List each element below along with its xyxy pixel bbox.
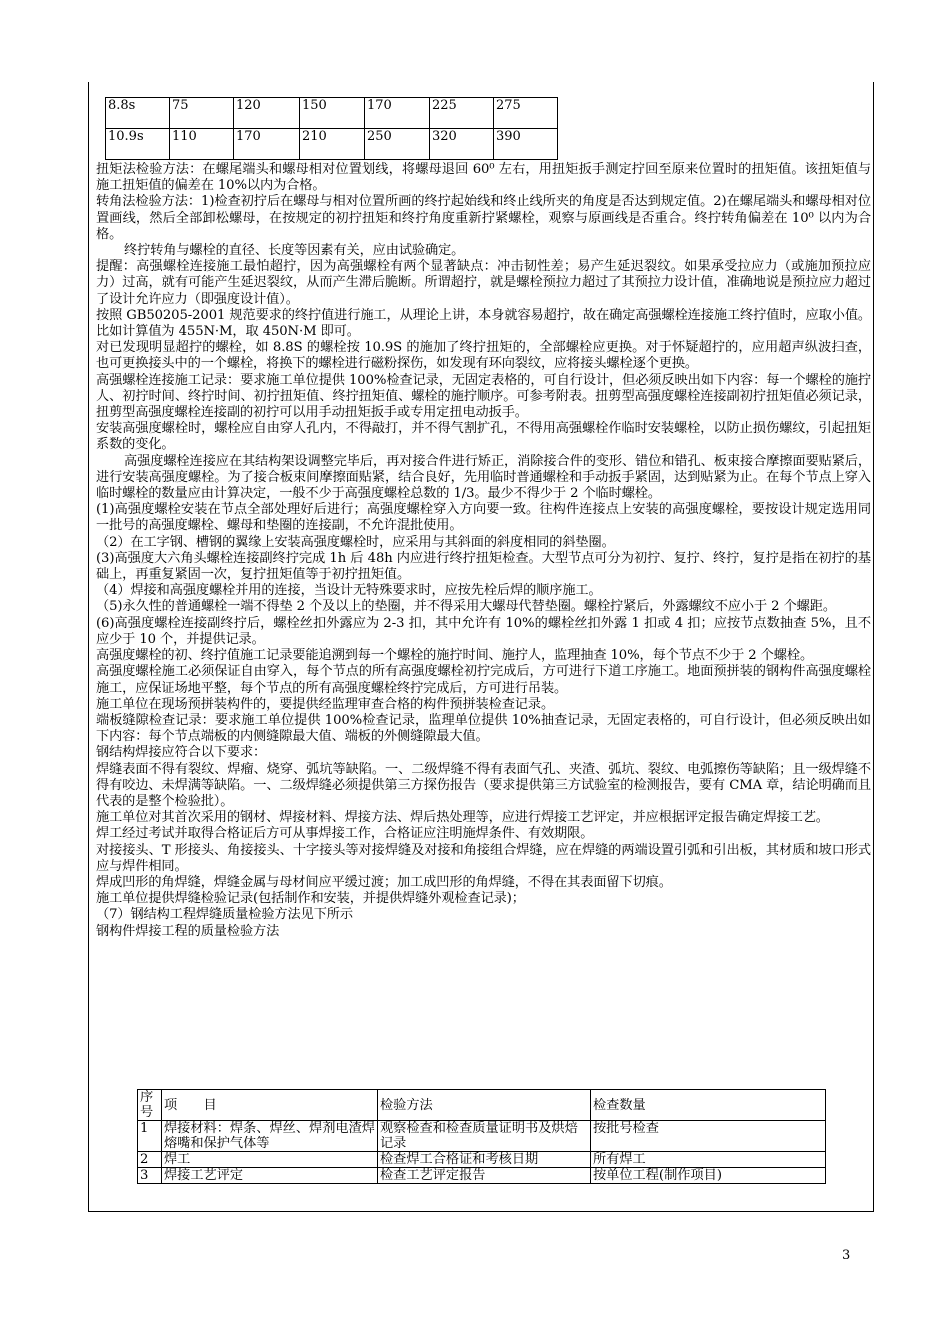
table-header-cell: 项 目 — [162, 1090, 378, 1121]
paragraph: 对接接头、T 形接头、角接接头、十字接头等对接焊缝及对接和角接组合焊缝，应在焊缝的两端设置引弧和引出板，其材质和坡口形式应与焊件相同。 — [96, 842, 871, 874]
table-cell: 按批号检查 — [591, 1121, 826, 1152]
paragraph: （7）钢结构工程焊缝质量检验方法见下所示 — [96, 907, 353, 923]
paragraph: 高强度螺栓施工必须保证自由穿入，每个节点的所有高强度螺栓初拧完成后，方可进行下道工序施工。地面预拼装的钢构件高强度螺栓施工，应保证场地平整，每个节点的所有高强度螺栓终拧完成后，方可进行吊装。 — [96, 664, 871, 696]
table-cell: 320 — [430, 129, 494, 160]
table-cell: 所有焊工 — [591, 1152, 826, 1168]
table-cell: 75 — [170, 98, 234, 129]
table-cell: 10.9s — [106, 129, 170, 160]
table-row — [138, 1168, 826, 1184]
table-cell: 250 — [365, 129, 430, 160]
paragraph: (6)高强度螺栓连接副终拧后，螺栓丝扣外露应为 2-3 扣，其中允许有 10%的螺栓丝扣外露 1 扣或 4 扣；应按节点数抽查 5%，且不应少于 10 个，并提供记录。 — [96, 615, 871, 647]
table-cell: 150 — [300, 98, 365, 129]
table-row — [106, 129, 558, 160]
table-cell: 观察检查和检查质量证明书及烘焙记录 — [378, 1121, 591, 1152]
paragraph: 对已发现明显超拧的螺栓，如 8.8S 的螺栓按 10.9S 的施加了终拧扭矩的，全部螺栓应更换。对于怀疑超拧的，应用超声纵波扫查，也可更换接头中的一个螺栓，将换下的螺栓进行磁粉探伤，如发现有环向裂纹，应将接头螺栓逐个更换。 — [96, 340, 871, 372]
table-header-row — [138, 1090, 826, 1121]
table-cell: 焊接材料：焊条、焊丝、焊剂电渣焊熔嘴和保护气体等 — [162, 1121, 378, 1152]
table-cell: 120 — [234, 98, 300, 129]
table-cell: 按单位工程(制作项目) — [591, 1168, 826, 1184]
paragraph: 施工单位在现场预拼装构件的，要提供经监理审查合格的构件预拼装检查记录。 — [96, 696, 555, 712]
paragraph: 钢结构焊接应符合以下要求： — [96, 745, 267, 761]
paragraph: 焊缝表面不得有裂纹、焊瘤、烧穿、弧坑等缺陷。一、二级焊缝不得有表面气孔、夹渣、弧坑、裂纹、电弧擦伤等缺陷；且一级焊缝不得有咬边、未焊满等缺陷。一、二级焊缝必须提供第三方探伤报告（要求提供第三方试验室的检测报告，要有 CMA 章，结论明确而且代表的是整个检验批）。 — [96, 761, 871, 809]
paragraph: 焊成凹形的角焊缝，焊缝金属与母材间应平缓过渡；加工成凹形的角焊缝，不得在其表面留下切痕。 — [96, 874, 672, 890]
paragraph: 高强度螺栓连接应在其结构架设调整完毕后，再对接合件进行矫正，消除接合件的变形、错位和错孔、板束接合摩擦面要贴紧后，进行安装高强度螺栓。为了接合板束间摩擦面贴紧，结合良好，先用临时普通螺栓和手动扳手紧固，达到贴紧为止。在每个节点上穿入临时螺栓的数量应由计算决定，一般不少于高强度螺栓总数的 1/3。最少不得少于 2 个临时螺栓。 — [96, 453, 871, 502]
table-cell: 225 — [430, 98, 494, 129]
table-cell: 检查焊工合格证和考核日期 — [378, 1152, 591, 1168]
table-cell: 焊接工艺评定 — [162, 1168, 378, 1184]
paragraph: (3)高强度大六角头螺栓连接副终拧完成 1h 后 48h 内应进行终拧扭矩检查。大型节点可分为初拧、复拧、终拧，复拧是指在初拧的基础上，再重复紧固一次，复拧扭矩值等于初拧扭矩值。 — [96, 550, 871, 583]
table-cell: 2 — [138, 1152, 162, 1168]
page-number: 3 — [842, 1248, 851, 1263]
paragraph: 高强度螺栓的初、终拧值施工记录要能追溯到每一个螺栓的施拧时间、施拧人，监理抽查 10%，每个节点不少于 2 个螺栓。 — [96, 648, 814, 664]
paragraph: 高强螺栓连接施工记录：要求施工单位提供 100%检查记录，无固定表格的，可自行设计，但必须反映出如下内容：每一个螺栓的施拧人、初拧时间、终拧时间、初拧扭矩值、终拧扭矩值、螺栓的施拧顺序。可参考附表。扭剪型高强度螺栓连接副初拧扭矩值必须记录，扭剪型高强度螺栓连接副的初拧可以用手动扭矩扳手或专用定扭电动扳手。 — [96, 372, 871, 421]
table-cell: 检查工艺评定报告 — [378, 1168, 591, 1184]
table-cell: 210 — [300, 129, 365, 160]
table-cell: 3 — [138, 1168, 162, 1184]
table-cell: 110 — [170, 129, 234, 160]
paragraph: 端板缝隙检查记录：要求施工单位提供 100%检查记录，监理单位提供 10%抽查记录，无固定表格的，可自行设计，但必须反映出如下内容：每个节点端板的内侧缝隙最大值、端板的外侧缝隙最大值。 — [96, 712, 871, 745]
torque-value-table — [105, 97, 558, 160]
paragraph: 安装高强度螺栓时，螺栓应自由穿人孔内，不得敲打，并不得气割扩孔，不得用高强螺栓作临时安装螺栓，以防止损伤螺纹，引起扭矩系数的变化。 — [96, 421, 871, 453]
table-header-cell: 检验方法 — [378, 1090, 591, 1121]
paragraph: 转角法检验方法：1)检查初拧后在螺母与相对位置所画的终拧起始线和终止线所夹的角度是否达到规定值。2)在螺尾端头和螺母相对位置画线，然后全部卸松螺母，在按规定的初拧扭矩和终拧角度重新拧紧螺栓，观察与原画线是否重合。终拧转角偏差在 10⁰ 以内为合格。 — [96, 194, 871, 242]
table-cell: 170 — [234, 129, 300, 160]
table-cell: 170 — [365, 98, 430, 129]
table-row — [138, 1152, 826, 1168]
paragraph: 终拧转角与螺栓的直径、长度等因素有关，应由试验确定。 — [124, 243, 465, 259]
paragraph: 施工单位对其首次采用的钢材、焊接材料、焊接方法、焊后热处理等，应进行焊接工艺评定，并应根据评定报告确定焊接工艺。 — [96, 810, 829, 826]
paragraph: 焊工经过考试并取得合格证后方可从事焊接工作，合格证应注明施焊条件、有效期限。 — [96, 826, 594, 842]
table-header-cell: 检查数量 — [591, 1090, 826, 1121]
table-cell: 275 — [494, 98, 558, 129]
table-cell: 1 — [138, 1121, 162, 1152]
paragraph: 扭矩法检验方法：在螺尾端头和螺母相对位置划线，将螺母退回 60⁰ 左右，用扭矩扳手测定拧回至原来位置时的扭矩值。该扭矩值与施工扭矩值的偏差在 10%以内为合格。 — [96, 162, 871, 194]
paragraph: (1)高强度螺栓安装在节点全部处理好后进行；高强度螺栓穿入方向要一致。往构件连接点上安装的高强度螺栓，要按设计规定选用同一批号的高强度螺栓、螺母和垫圈的连接副，不允许混批使用。 — [96, 502, 871, 534]
paragraph: （2）在工字钢、槽钢的翼缘上安装高强度螺栓时，应采用与其斜面的斜度相同的斜垫圈。 — [96, 534, 615, 550]
paragraph: 按照 GB50205-2001 规范要求的终拧值进行施工，从理论上讲，本身就容易超拧，故在确定高强螺栓连接施工终拧值时，应取小值。比如计算值为 455N·M，取 450N·M 即可。 — [96, 307, 871, 340]
table-cell: 8.8s — [106, 98, 170, 129]
table-row — [106, 98, 558, 129]
table-row — [138, 1121, 826, 1152]
weld-quality-table — [137, 1089, 826, 1184]
paragraph: （5)永久性的普通螺栓一端不得垫 2 个及以上的垫圈，并不得采用大螺母代替垫圈。螺栓拧紧后，外露螺纹不应小于 2 个螺距。 — [96, 599, 836, 615]
table-cell: 焊工 — [162, 1152, 378, 1168]
paragraph: 施工单位提供焊缝检验记录(包括制作和安装，并提供焊缝外观检查记录)； — [96, 891, 525, 907]
body-text — [96, 162, 871, 940]
paragraph: 钢构件焊接工程的质量检验方法 — [96, 923, 280, 939]
table-cell: 390 — [494, 129, 558, 160]
paragraph: （4）焊接和高强度螺栓并用的连接，当设计无特殊要求时，应按先栓后焊的顺序施工。 — [96, 583, 602, 599]
table-header-cell: 序号 — [138, 1090, 162, 1121]
paragraph: 提醒：高强螺栓连接施工最怕超拧，因为高强螺栓有两个显著缺点：冲击韧性差；易产生延迟裂纹。如果承受拉应力（或施加预拉应力）过高，就有可能产生延迟裂纹，从而产生滞后脆断。所谓超拧，就是螺栓预拉力超过了其预拉力设计值，准确地说是预拉应力超过了设计允许应力（即强度设计值）。 — [96, 259, 871, 307]
